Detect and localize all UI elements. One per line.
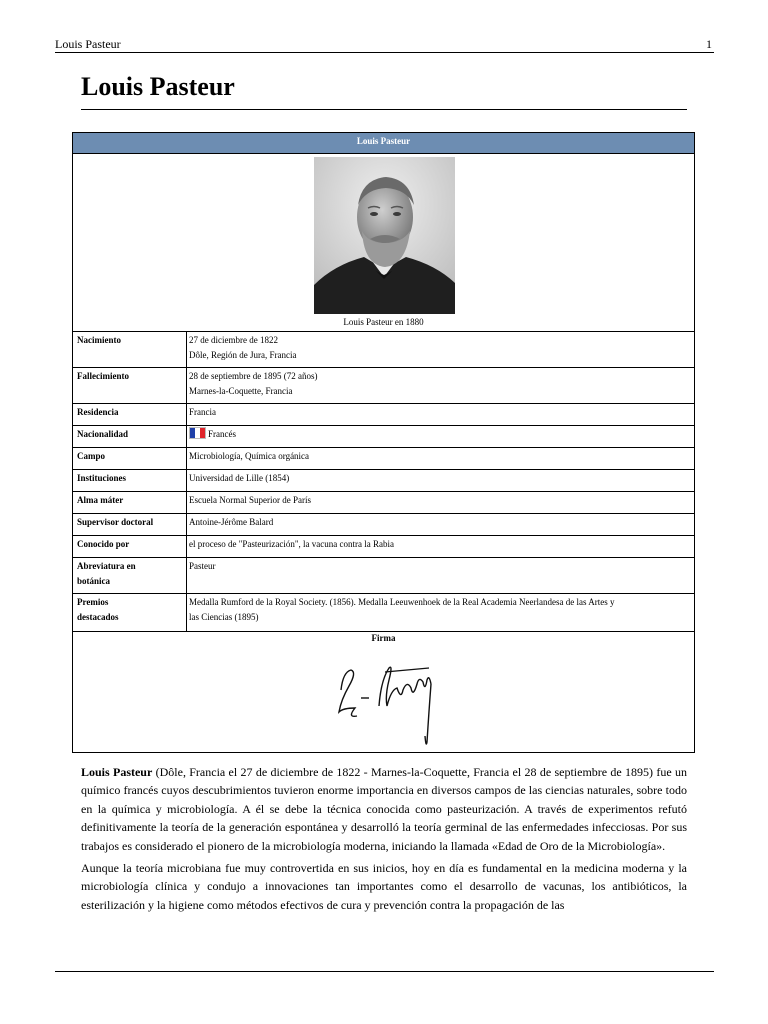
value-line: 27 de diciembre de 1822 xyxy=(189,335,278,345)
value-nacimiento xyxy=(189,333,689,363)
row-divider xyxy=(73,331,694,332)
row-divider xyxy=(73,631,694,632)
label-campo: Campo xyxy=(77,451,106,461)
value-alma-mater: Escuela Normal Superior de París xyxy=(189,495,311,505)
portrait-photo xyxy=(314,157,455,314)
value-nacionalidad xyxy=(189,427,689,442)
column-divider xyxy=(186,331,187,631)
value-supervisor: Antoine-Jérôme Balard xyxy=(189,517,274,527)
row-divider xyxy=(73,403,694,404)
row-divider xyxy=(73,557,694,558)
row-divider xyxy=(73,513,694,514)
label-supervisor: Supervisor doctoral xyxy=(77,517,154,527)
value-fallecimiento xyxy=(189,369,689,399)
label-alma-mater: Alma máter xyxy=(77,495,124,505)
page-title: Louis Pasteur xyxy=(81,72,235,101)
running-header xyxy=(55,37,714,53)
nationality-text: Francés xyxy=(208,429,236,439)
value-line: 28 de septiembre de 1895 (72 años) xyxy=(189,371,318,381)
row-divider xyxy=(73,425,694,426)
label-residencia: Residencia xyxy=(77,407,119,417)
value-line: Marnes-la-Coquette, Francia xyxy=(189,386,293,396)
value-instituciones: Universidad de Lille (1854) xyxy=(189,473,290,483)
paragraph-text: (Dôle, Francia el 27 de diciembre de 1822 - Marnes-la-Coquette, Francia el 28 de septiembre de 1895) fue un químico francés cuyos descubrimientos tuvieron enorme importancia en diversos campos de las ciencias naturales, sobre todo en la química y microbiología. A él se debe la técnica conocida como pasteurización. A través de experimentos refutó definitivamente la teoría de la generación espontánea y desarrolló la teoría germinal de las enfermedades infecciosas. Por sus trabajos es considerado el pionero de la microbiología moderna, iniciando la llamada «Edad de Oro de la Microbiología». xyxy=(81,765,687,853)
row-divider xyxy=(73,535,694,536)
paragraph xyxy=(81,763,687,855)
row-divider xyxy=(73,447,694,448)
footer-rule xyxy=(55,971,714,972)
value-conocido-por: el proceso de "Pasteurización", la vacuna contra la Rabia xyxy=(189,539,395,549)
subject-name: Louis Pasteur xyxy=(81,765,153,779)
article-body xyxy=(81,763,687,918)
paragraph: Aunque la teoría microbiana fue muy controvertida en sus inicios, hoy en día es fundamental en la medicina moderna y la microbiología clínica y condujo a innovaciones tan importantes como el desarrollo de vacunas, los antibióticos, la esterilización y la higiene como métodos efectivos de cura y prevención contra la propagación de las xyxy=(81,861,687,912)
label-conocido-por: Conocido por xyxy=(77,539,130,549)
label-line: Abreviatura en xyxy=(77,561,136,571)
label-nacionalidad: Nacionalidad xyxy=(77,429,129,439)
page-number: 1 xyxy=(706,37,712,51)
label-premios xyxy=(77,595,182,625)
running-header-title: Louis Pasteur xyxy=(55,37,121,51)
label-instituciones: Instituciones xyxy=(77,473,127,483)
value-premios xyxy=(189,595,689,625)
label-line: botánica xyxy=(77,576,111,586)
title-rule xyxy=(81,109,687,110)
infobox xyxy=(72,132,695,753)
label-nacimiento: Nacimiento xyxy=(77,335,121,345)
row-divider xyxy=(73,367,694,368)
infobox-title: Louis Pasteur xyxy=(73,133,694,154)
portrait-caption: Louis Pasteur en 1880 xyxy=(343,317,424,327)
value-campo: Microbiología, Química orgánica xyxy=(189,451,310,461)
row-divider xyxy=(73,491,694,492)
value-line: Dôle, Región de Jura, Francia xyxy=(189,350,297,360)
value-abreviatura: Pasteur xyxy=(189,561,216,571)
row-divider xyxy=(73,469,694,470)
label-line: Premios xyxy=(77,597,109,607)
row-divider xyxy=(73,593,694,594)
value-line: las Ciencias (1895) xyxy=(189,612,259,622)
france-flag-icon xyxy=(189,427,206,439)
value-line: Medalla Rumford de la Royal Society. (1856). Medalla Leeuwenhoek de la Real Academia Neerlandesa de las Artes y xyxy=(189,597,615,607)
signature-heading: Firma xyxy=(371,633,396,643)
label-abreviatura xyxy=(77,559,182,589)
label-fallecimiento: Fallecimiento xyxy=(77,371,129,381)
label-line: destacados xyxy=(77,612,119,622)
value-residencia: Francia xyxy=(189,407,216,417)
signature-image xyxy=(331,650,443,750)
